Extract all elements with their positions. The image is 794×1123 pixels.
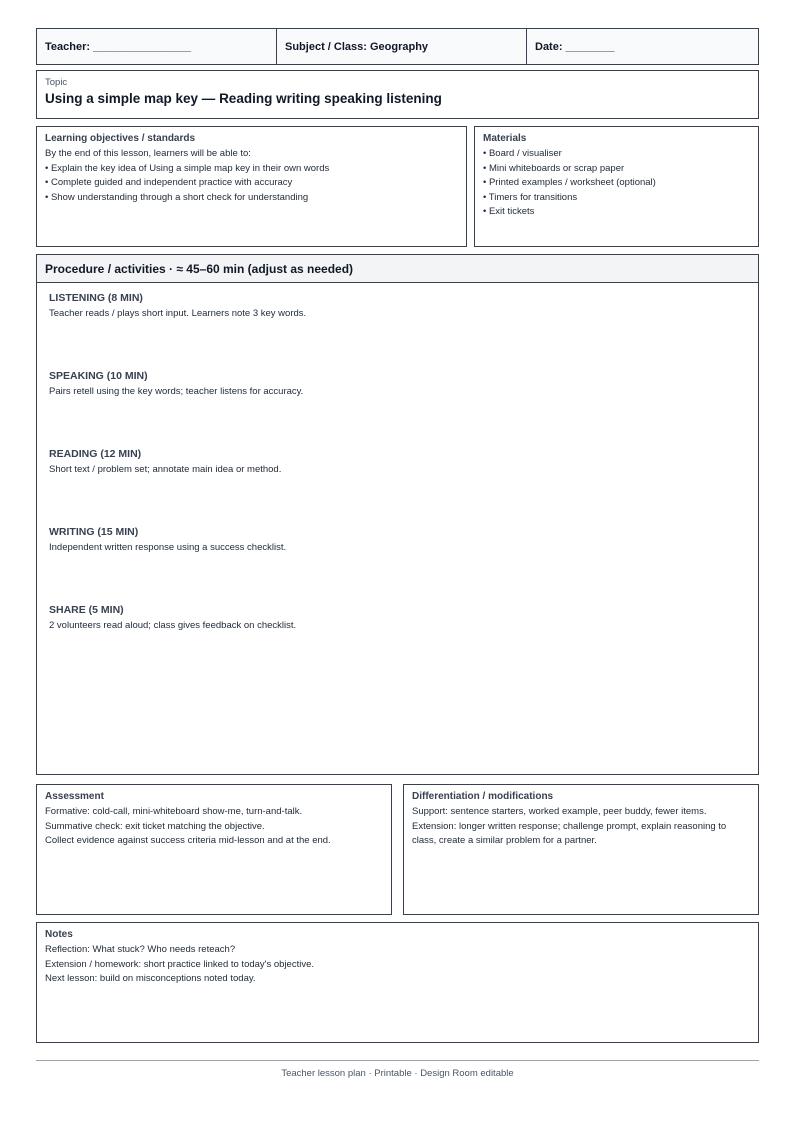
stage-title: WRITING (15 MIN) [49,526,139,538]
stage-title: SHARE (5 MIN) [49,604,124,616]
objectives-label: Learning objectives / standards [45,133,196,144]
stage-text: Independent written response using a success checklist. [49,542,287,553]
assessment-label: Assessment [45,791,104,802]
stage-title: SPEAKING (10 MIN) [49,370,148,382]
footer-text: Teacher lesson plan · Printable · Design Room editable [281,1068,514,1079]
notes-line: Next lesson: build on misconceptions noted today. [45,973,256,984]
objective-line: • Complete guided and independent practice with accuracy [45,177,293,188]
stage-listening [49,292,306,322]
objectives-section [36,126,467,247]
teacher-field[interactable]: Teacher: ________________ [37,29,277,64]
stage-reading [49,448,281,478]
procedure-section [36,254,759,775]
material-item: • Mini whiteboards or scrap paper [483,162,625,174]
notes-label: Notes [45,929,73,940]
stage-text: Short text / problem set; annotate main idea or method. [49,464,282,475]
stage-text: 2 volunteers read aloud; class gives feedback on checklist. [49,620,297,631]
material-item: • Board / visualiser [483,148,562,159]
footer-divider [36,1060,759,1061]
header-row [36,28,759,65]
stage-title: LISTENING (8 MIN) [49,292,143,304]
differentiation-section [403,784,759,915]
notes-line: Reflection: What stuck? Who needs reteach? [45,944,236,955]
procedure-heading: Procedure / activities · ≈ 45–60 min (adjust as needed) [37,255,758,283]
stage-text: Pairs retell using the key words; teacher listens for accuracy. [49,386,304,397]
differentiation-label: Differentiation / modifications [412,791,554,802]
materials-section [474,126,759,247]
topic-section [36,70,759,119]
topic-title: Using a simple map key — Reading writing speaking listening [45,91,442,106]
assessment-line: Formative: cold-call, mini-whiteboard show-me, turn-and-talk. [45,806,303,817]
notes-section [36,922,759,1043]
differentiation-line: Extension: longer written response; challenge prompt, explain reasoning to class, create a similar problem for a partner. [412,820,727,846]
stage-speaking [49,370,303,400]
objective-line: • Explain the key idea of Using a simple map key in their own words [45,162,330,174]
material-item: • Exit tickets [483,206,535,217]
date-field[interactable]: Date: ________ [535,40,615,53]
notes-line: Extension / homework: short practice linked to today's objective. [45,958,315,970]
subject-field[interactable]: Subject / Class: Geography [277,29,527,64]
objective-line: By the end of this lesson, learners will be able to: [45,148,251,159]
topic-label: Topic [45,77,68,88]
assessment-line: Summative check: exit ticket matching the objective. [45,820,265,832]
differentiation-line: Support: sentence starters, worked example, peer buddy, fewer items. [412,806,707,817]
materials-label: Materials [483,133,527,144]
assessment-line: Collect evidence against success criteria mid-lesson and at the end. [45,835,331,846]
material-item: • Timers for transitions [483,191,578,203]
objective-line: • Show understanding through a short check for understanding [45,191,309,203]
material-item: • Printed examples / worksheet (optional) [483,177,656,188]
assessment-section [36,784,392,915]
stage-title: READING (12 MIN) [49,448,142,460]
stage-writing [49,526,286,556]
stage-share [49,604,296,634]
stage-text: Teacher reads / plays short input. Learners note 3 key words. [49,308,307,319]
